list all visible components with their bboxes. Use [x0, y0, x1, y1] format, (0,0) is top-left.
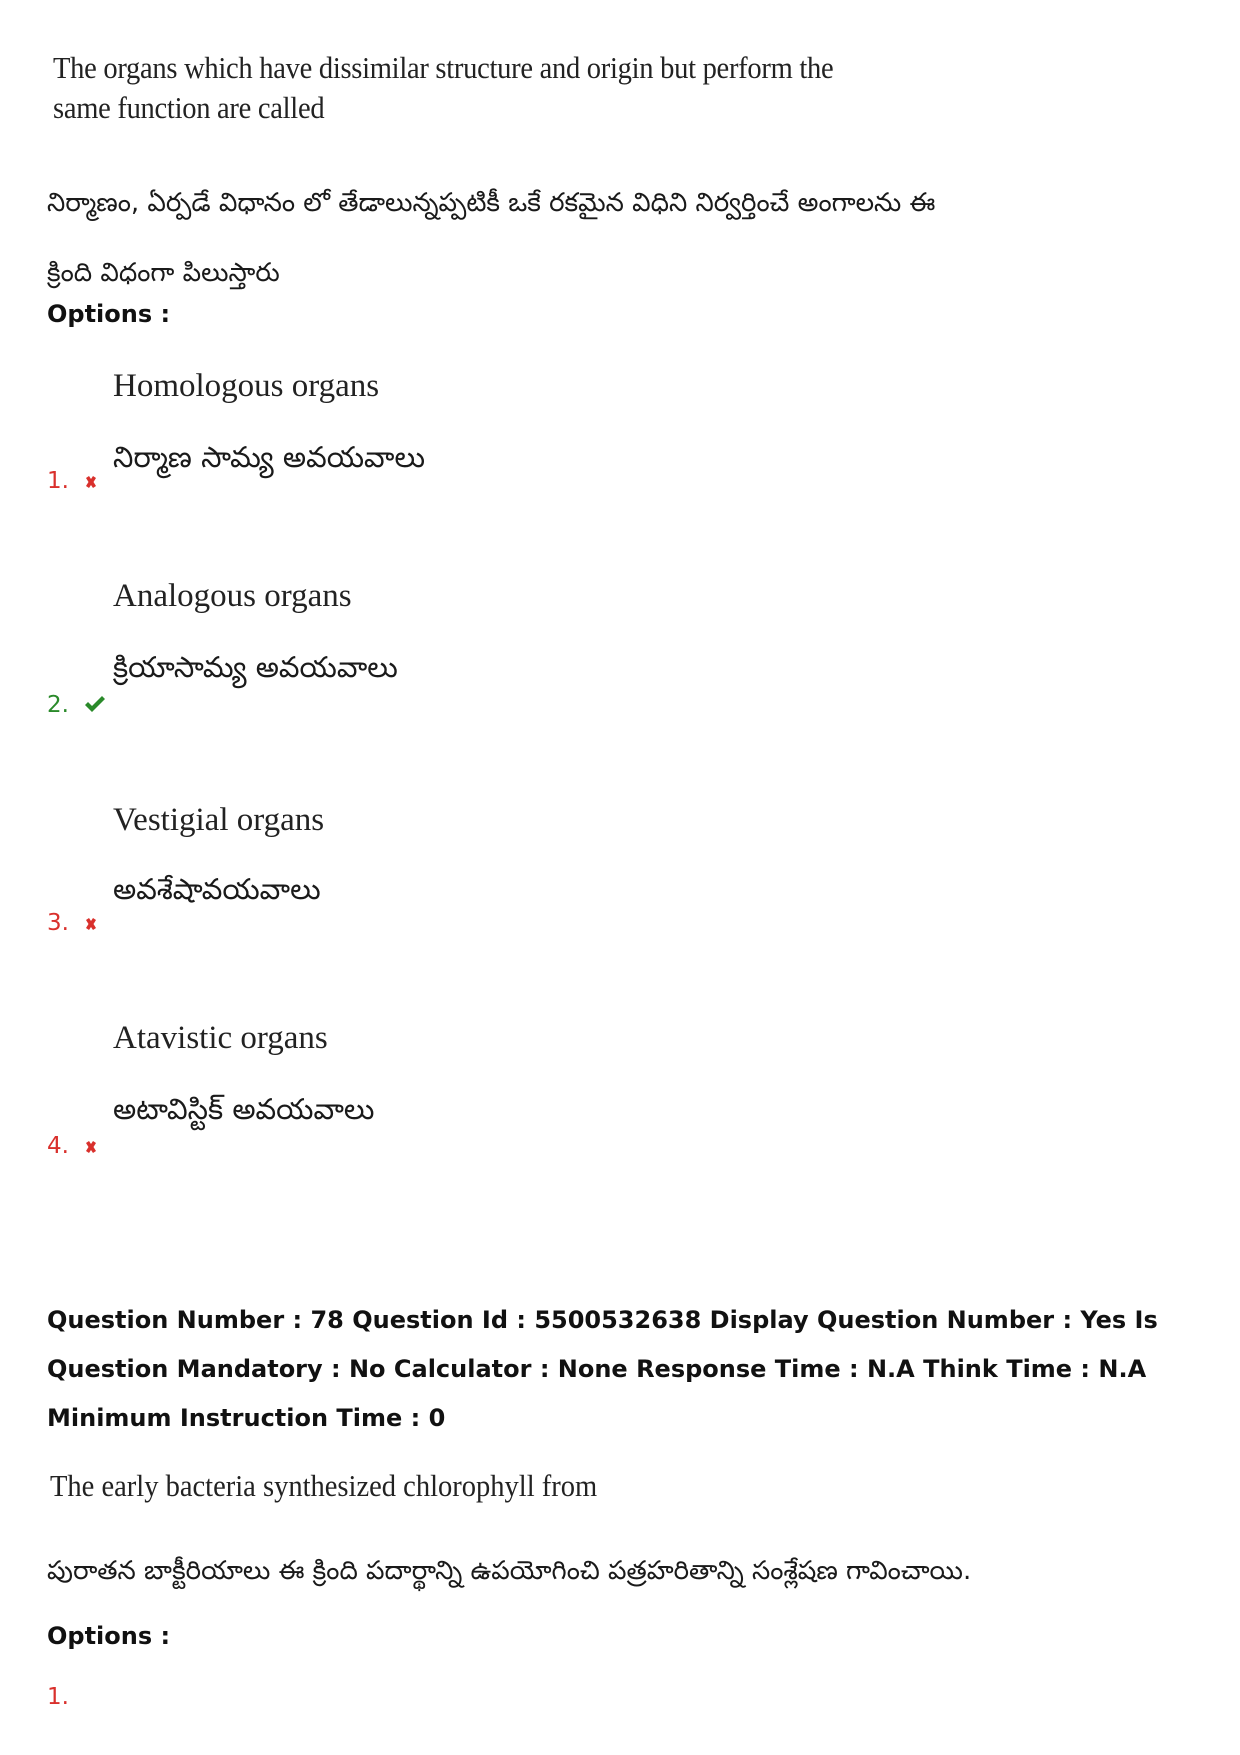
next-question-text-telugu: పురాతన బాక్టీరియాలు ఈ క్రింది పదార్థాన్ని ఉపయోగించి పత్రహరితాన్ని సంశ్లేషణ గావించాయి.: [47, 1556, 972, 1586]
question-meta: Question Number : 78 Question Id : 5500532638 Display Question Number : Yes Is Question Mandatory : No Calculator : None Response Time : N.A Think Time : N.A Minimum Instruction Time : 0: [47, 1306, 1158, 1432]
option-4-number-label: 4.: [47, 1133, 69, 1159]
check-icon: [84, 693, 106, 719]
option-2-number: [47, 692, 106, 719]
option-1-text-telugu: నిర్మాణ సామ్య అవయవాలు: [113, 440, 426, 474]
option-3-text-telugu: అవశేషావయవాలు: [113, 872, 321, 906]
option-1-number: [47, 468, 98, 495]
question-text-telugu: నిర్మాణం, ఏర్పడే విధానం లో తేడాలున్నప్పటికీ ఒకే రకమైన విధిని నిర్వర్తించే అంగాలను ఈ క్రింది విధంగా పిలుస్తారు: [47, 188, 936, 288]
option-4-text-telugu: అటావిస్టిక్ అవయవాలు: [113, 1092, 375, 1126]
option-2-text-telugu: క్రియాసామ్య అవయవాలు: [113, 650, 398, 684]
cross-icon: [84, 1134, 98, 1160]
next-option-1-number: 1.: [47, 1684, 69, 1710]
option-1-number-label: 1.: [47, 468, 69, 494]
next-options-label: Options :: [47, 1622, 171, 1650]
option-4-text-english: Atavistic organs: [113, 1020, 328, 1056]
option-2-number-label: 2.: [47, 692, 69, 718]
option-3-number: [47, 910, 98, 937]
option-1-text-english: Homologous organs: [113, 368, 380, 404]
option-3-text-english: Vestigial organs: [113, 802, 325, 838]
next-question-text-english: The early bacteria synthesized chlorophyll from: [50, 1468, 598, 1503]
options-label: Options :: [47, 300, 171, 328]
cross-icon: [84, 469, 98, 495]
cross-icon: [84, 911, 98, 937]
question-text-english: The organs which have dissimilar structure and origin but perform the same function are called: [53, 50, 834, 125]
option-2-text-english: Analogous organs: [113, 578, 352, 614]
option-3-number-label: 3.: [47, 910, 69, 936]
option-4-number: [47, 1133, 98, 1160]
